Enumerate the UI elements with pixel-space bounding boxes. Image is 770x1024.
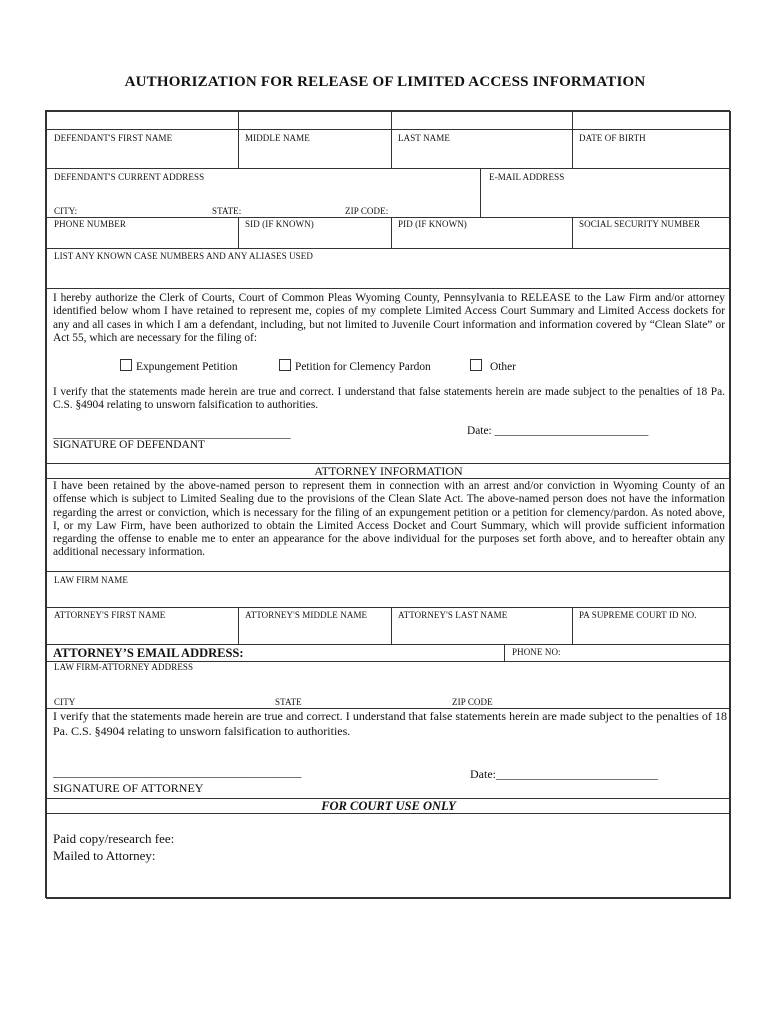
defendant-zip-label: ZIP CODE:	[345, 206, 389, 216]
clemency-option[interactable]	[279, 359, 431, 373]
case-numbers-label: LIST ANY KNOWN CASE NUMBERS AND ANY ALIASES USED	[54, 251, 313, 261]
defendant-pid-field[interactable]	[391, 217, 573, 249]
attorney-last-name-label: ATTORNEY'S LAST NAME	[398, 610, 508, 620]
attorney-verify-text: I verify that the statements made herein are true and correct. I understand that false statements herein are made subject to the penalties of 18 Pa. C.S. §4904 relating to unsworn falsification to authorities.	[53, 709, 727, 738]
court-use-title: FOR COURT USE ONLY	[321, 799, 456, 813]
defendant-middle-name-field[interactable]	[238, 129, 392, 169]
release-form	[45, 110, 730, 898]
mailed-label: Mailed to Attorney:	[53, 848, 156, 863]
law-firm-address-field[interactable]	[46, 661, 731, 709]
attorney-middle-name-label: ATTORNEY'S MIDDLE NAME	[245, 610, 368, 620]
defendant-dob-label: DATE OF BIRTH	[579, 133, 646, 143]
defendant-city-label: CITY:	[54, 206, 78, 216]
defendant-verify-text: I verify that the statements made herein are true and correct. I understand that false statements herein are made subject to the penalties of 18 Pa. C.S. §4904 relating to unsworn falsification to authorities.	[53, 386, 725, 412]
attorney-info-header	[46, 463, 731, 479]
header-cell-3	[391, 111, 573, 130]
attorney-signature-line[interactable]: ______________________________________________	[53, 767, 302, 779]
defendant-dob-field[interactable]	[572, 129, 731, 169]
defendant-ssn-field[interactable]	[572, 217, 731, 249]
defendant-email-field[interactable]	[480, 168, 731, 218]
clemency-checkbox[interactable]	[279, 359, 291, 371]
defendant-phone-label: PHONE NUMBER	[54, 219, 126, 229]
law-firm-name-field[interactable]	[46, 571, 731, 608]
attorney-city-label: CITY	[54, 697, 76, 707]
defendant-email-label: E-MAIL ADDRESS	[489, 172, 565, 182]
header-cell-2	[238, 111, 392, 130]
supreme-court-id-field[interactable]	[572, 607, 731, 645]
defendant-sid-field[interactable]	[238, 217, 392, 249]
defendant-phone-field[interactable]	[46, 217, 239, 249]
defendant-sid-label: SID (IF KNOWN)	[245, 219, 314, 229]
header-cell-4	[572, 111, 731, 130]
page-title: AUTHORIZATION FOR RELEASE OF LIMITED ACCESS INFORMATION	[124, 74, 646, 90]
attorney-zip-label: ZIP CODE	[452, 697, 493, 707]
attorney-phone-field[interactable]	[504, 644, 731, 662]
other-option[interactable]	[470, 359, 516, 373]
attorney-middle-name-field[interactable]	[238, 607, 392, 645]
expungement-label: Expungement Petition	[136, 361, 238, 373]
law-firm-name-label: LAW FIRM NAME	[54, 575, 128, 585]
case-numbers-field[interactable]	[46, 248, 731, 289]
authorization-section	[46, 288, 731, 464]
defendant-first-name-label: DEFENDANT'S FIRST NAME	[54, 133, 173, 143]
header-cell-1	[46, 111, 239, 130]
attorney-verify-section	[46, 708, 731, 799]
attorney-signature-label: SIGNATURE OF ATTORNEY	[53, 781, 204, 795]
attorney-statement-text: I have been retained by the above-named person to represent them in connection with an arrest and/or conviction in Wyoming County of an offense which is subject to Limited Sealing due to the provisions of the Clean Slate Act. The above-named person does not have the information regarding the arrest or conviction, which is necessary for the filing of an expungement petition or a petition for clemency/pardon. As noted above, I, or my Law Firm, have been authorized to obtain the Limited Access Docket and Court Summary, which will provide sufficient information regarding the offense to enable me to enter an appearance for the above individual for the purposes set forth above, and to hereafter obtain any additional necessary information.	[53, 480, 725, 559]
expungement-option[interactable]	[120, 359, 238, 373]
attorney-last-name-field[interactable]	[391, 607, 573, 645]
defendant-state-label: STATE:	[212, 206, 242, 216]
clemency-label: Petition for Clemency Pardon	[295, 361, 431, 373]
attorney-info-title: ATTORNEY INFORMATION	[314, 464, 463, 478]
defendant-date-field[interactable]: Date: ___________________________	[467, 425, 649, 437]
authorization-text: I hereby authorize the Clerk of Courts, Court of Common Pleas Wyoming County, Pennsylvania to RELEASE to the Law Firm and/or attorney identified below whom I have retained to represent me, copies of my complete Limited Access Court Summary and Limited Access dockets for any and all cases in which I am a defendant, including, but not limited to Juvenile Court information and information covered by “Clean Slate” or Act 55, which are necessary for the filing of:	[53, 292, 725, 344]
defendant-middle-name-label: MIDDLE NAME	[245, 133, 310, 143]
expungement-checkbox[interactable]	[120, 359, 132, 371]
supreme-court-id-label: PA SUPREME COURT ID NO.	[579, 610, 697, 620]
other-checkbox[interactable]	[470, 359, 482, 371]
court-use-section	[46, 813, 731, 899]
defendant-first-name-field[interactable]	[46, 129, 239, 169]
attorney-email-label: ATTORNEY’S EMAIL ADDRESS:	[53, 646, 244, 660]
attorney-email-field[interactable]	[46, 644, 505, 662]
attorney-state-label: STATE	[275, 697, 302, 707]
defendant-ssn-label: SOCIAL SECURITY NUMBER	[579, 219, 701, 229]
other-label: Other	[490, 361, 516, 373]
attorney-phone-label: PHONE NO:	[512, 647, 561, 657]
attorney-first-name-label: ATTORNEY'S FIRST NAME	[54, 610, 166, 620]
attorney-first-name-field[interactable]	[46, 607, 239, 645]
court-use-header	[46, 798, 731, 814]
defendant-pid-label: PID (IF KNOWN)	[398, 219, 467, 229]
defendant-last-name-field[interactable]	[391, 129, 573, 169]
defendant-last-name-label: LAST NAME	[398, 133, 450, 143]
attorney-date-field[interactable]: Date:___________________________	[470, 767, 658, 781]
defendant-address-label: DEFENDANT'S CURRENT ADDRESS	[54, 172, 205, 182]
defendant-signature-label: SIGNATURE OF DEFENDANT	[53, 439, 205, 451]
defendant-signature-line[interactable]: ____________________________________________	[53, 428, 291, 440]
attorney-statement-section	[46, 478, 731, 572]
paid-fee-label: Paid copy/research fee:	[53, 831, 175, 846]
defendant-address-field[interactable]	[46, 168, 481, 218]
law-firm-address-label: LAW FIRM-ATTORNEY ADDRESS	[54, 662, 194, 672]
